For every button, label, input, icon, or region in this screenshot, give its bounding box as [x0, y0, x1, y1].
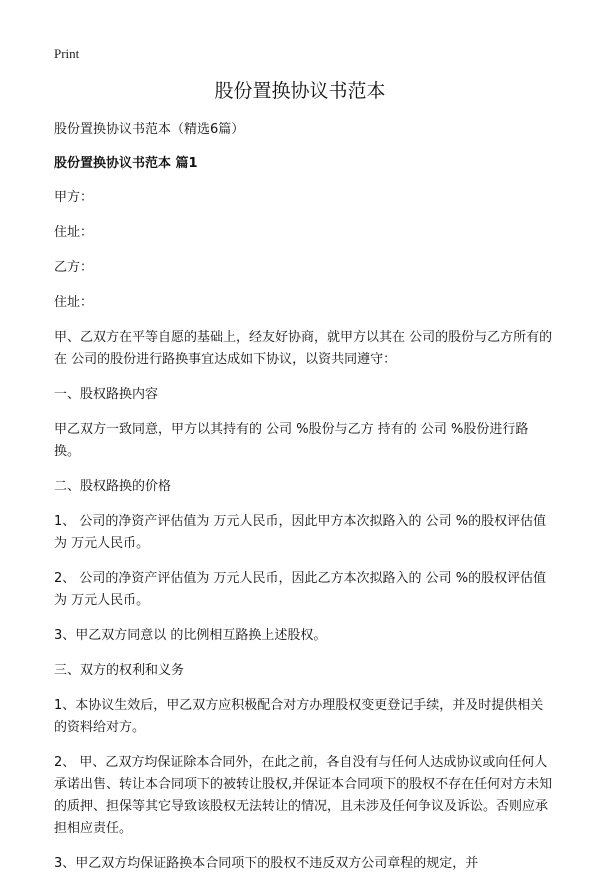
page-title: 股份置换协议书范本	[214, 80, 386, 102]
document-subtitle: 股份置换协议书范本（精选6篇）	[54, 122, 245, 137]
clause-1-paragraph: 甲乙双方一致同意，甲方以其持有的 公司 %股份与乙方 持有的 公司 %股份进行路换。	[54, 422, 529, 459]
clause-3-item-1: 1、本协议生效后，甲乙双方应积极配合对方办理股权变更登记手续，并及时提供相关的资料给对方。	[54, 698, 544, 735]
clause-2-item-2: 2、 公司的净资产评估值为 万元人民币，因此乙方本次拟路入的 公司 %的股权评估值为 万元人民币。	[54, 571, 547, 608]
party-a-address-field: 住址：	[54, 225, 94, 240]
section-heading: 股份置换协议书范本 篇1	[54, 156, 198, 171]
clause-3-item-3: 3、甲乙双方均保证路换本合同项下的股权不违反双方公司章程的规定，并	[54, 856, 479, 871]
party-a-field: 甲方：	[54, 190, 94, 205]
clause-heading-3: 三、双方的权利和义务	[54, 663, 185, 678]
clause-2-item-1: 1、 公司的净资产评估值为 万元人民币，因此甲方本次拟路入的 公司 %的股权评估值为 万元人民币。	[54, 514, 547, 551]
clause-3-item-2: 2、 甲、乙双方均保证除本合同外，在此之前，各自没有与任何人达成协议或向任何人承诺出售、转让本合同项下的被转让股权,并保证本合同项下的股权不存在任何对方未知的质押、担保等其它导致该股权无法转让的情况，且未涉及任何争议及诉讼。否则应承担相应责任。	[54, 755, 553, 836]
document-body	[54, 119, 554, 888]
clause-heading-1: 一、股权路换内容	[54, 387, 159, 402]
print-link[interactable]: Print	[54, 46, 80, 61]
clause-2-item-3: 3、甲乙双方同意以 的比例相互路换上述股权。	[54, 628, 327, 643]
clause-heading-2: 二、股权路换的价格	[54, 479, 172, 494]
party-b-field: 乙方：	[54, 260, 94, 275]
intro-paragraph: 甲、乙双方在平等自愿的基础上，经友好协商，就甲方以其在 公司的股份与乙方所有的在 公司的股份进行路换事宜达成如下协议，以资共同遵守：	[54, 330, 553, 367]
party-b-address-field: 住址：	[54, 295, 94, 310]
